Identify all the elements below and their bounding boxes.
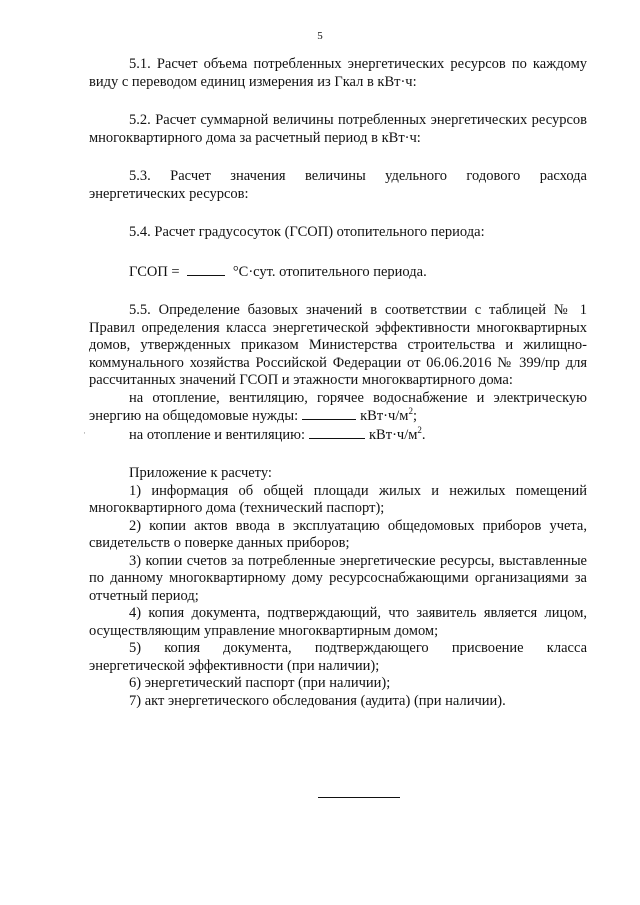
section-5-1: 5.1. Расчет объема потребленных энергетических ресурсов по каждому виду с переводом единиц измерения из Гкал в кВт·ч: [89,56,587,90]
gsop-unit: °С·сут. отопительного периода. [232,263,427,280]
gsop-blank[interactable] [187,263,225,276]
heating-full-text: на отопление, вентиляцию, горячее водоснабжение и электрическую энергию на общедомовые нужды: [89,389,587,424]
section-5-5: 5.5. Определение базовых значений в соответствии с таблицей № 1 Правил определения класса энергетической эффективности многоквартирных домов, утвержденных приказом Министерства строительства и жилищно-коммунального хозяйства Российской Федерации от 06.06.2016 № 399/пр для рассчитанных значений ГСОП и этажности многоквартирного дома: [89,302,587,388]
appendix-item-3: 3) копии счетов за потребленные энергетические ресурсы, выставленные по данному многоквартирному дому ресурсоснабжающими организациями за отчетный период; [89,552,587,604]
heating-vent-unit: кВт·ч/м [369,426,418,443]
heating-vent-exp: 2 [417,424,422,435]
section-5-4: 5.4. Расчет градусосуток (ГСОП) отопительного периода: [129,224,485,240]
heating-full-blank[interactable] [302,407,356,420]
heating-vent-text: на отопление и вентиляцию: [129,426,306,443]
heating-vent-blank[interactable] [309,426,365,439]
margin-mark: · [83,428,86,438]
heating-full-exp: 2 [408,406,413,417]
gsop-label: ГСОП = [129,263,180,280]
heating-vent-end: . [421,426,426,443]
appendix-item-6: 6) энергетический паспорт (при наличии); [129,675,391,691]
section-5-3: 5.3. Расчет значения величины удельного годового расхода энергетических ресурсов: [89,168,587,202]
appendix-item-4: 4) копия документа, подтверждающий, что заявитель является лицом, осуществляющим управление многоквартирным домом; [89,605,587,639]
page-number: 5 [317,30,323,42]
appendix-item-5: 5) копия документа, подтверждающего присвоение класса энергетической эффективности (при наличии); [89,640,587,674]
appendix-item-1: 1) информация об общей площади жилых и нежилых помещений многоквартирного дома (технический паспорт); [89,482,587,516]
heating-full-unit: кВт·ч/м [360,408,409,424]
end-rule [318,797,400,798]
heating-vent-line [89,426,587,445]
appendix-item-2: 2) копии актов ввода в эксплуатацию общедомовых приборов учета, свидетельств о поверке данных приборов; [89,517,587,551]
appendix-item-7: 7) акт энергетического обследования (аудита) (при наличии). [129,692,506,709]
heating-full-line [89,390,587,426]
appendix-title: Приложение к расчету: [129,465,272,481]
section-5-2: 5.2. Расчет суммарной величины потребленных энергетических ресурсов многоквартирного дома за расчетный период в кВт·ч: [89,112,587,146]
document-body [89,56,587,710]
gsop-formula [89,263,587,282]
heating-full-end: ; [413,408,418,424]
